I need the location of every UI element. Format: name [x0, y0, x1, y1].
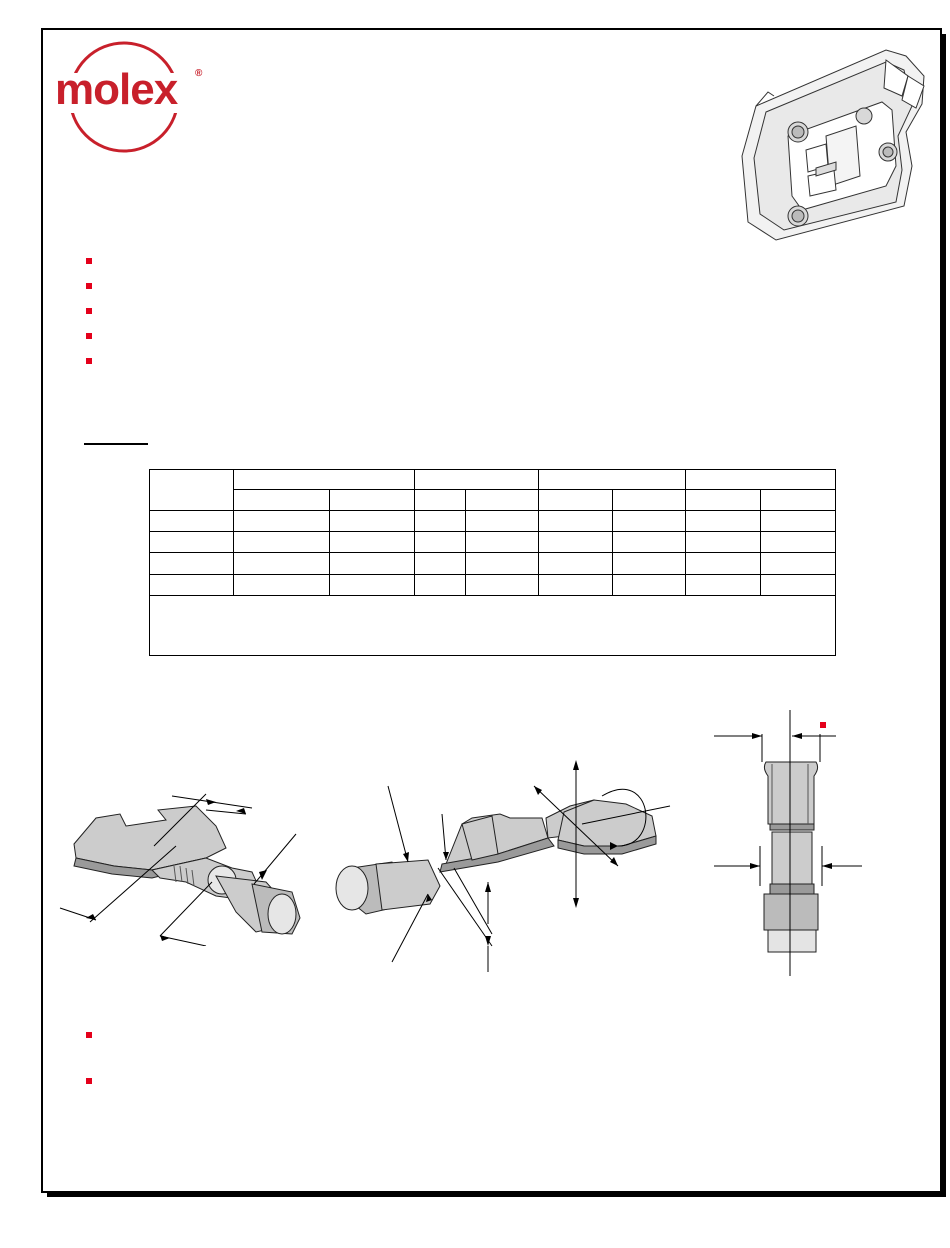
- table-cell: [233, 553, 329, 575]
- table-cell: [150, 511, 234, 532]
- table-cell: [613, 575, 686, 596]
- table-cell: [686, 532, 761, 553]
- feature-bullet-5: [86, 358, 92, 364]
- table-cell: [150, 575, 234, 596]
- table-subheader-cell: [539, 490, 613, 511]
- table-cell: [539, 553, 613, 575]
- table-cell: [539, 532, 613, 553]
- table-row: [150, 553, 836, 575]
- table-header-cell: [150, 470, 234, 511]
- note-bullet-1: [86, 1032, 92, 1038]
- table-cell: [329, 532, 414, 553]
- table-cell: [414, 575, 465, 596]
- table-subheader-cell: [465, 490, 539, 511]
- table-header-cell: [686, 470, 836, 490]
- table-row: [150, 575, 836, 596]
- table-subheader-cell: [761, 490, 836, 511]
- feature-bullet-4: [86, 333, 92, 339]
- table-cell: [761, 553, 836, 575]
- table-header-row-1: [150, 470, 836, 490]
- table-cell: [414, 553, 465, 575]
- table-cell: [613, 532, 686, 553]
- table-cell: [539, 511, 613, 532]
- table-cell: [414, 511, 465, 532]
- table-cell: [761, 511, 836, 532]
- table-header-row-2: [150, 490, 836, 511]
- table-cell: [761, 575, 836, 596]
- table-cell: [761, 532, 836, 553]
- table-cell: [233, 532, 329, 553]
- molex-logo: [54, 41, 212, 153]
- table-cell: [465, 575, 539, 596]
- top-view-marker: [820, 722, 826, 728]
- table-cell: [233, 511, 329, 532]
- crimped-terminal-left-illustration: [56, 786, 306, 946]
- table-cell: [613, 511, 686, 532]
- table-cell: [686, 511, 761, 532]
- table-header-cell: [539, 470, 686, 490]
- section-heading-underline: [84, 443, 148, 445]
- table-cell: [233, 575, 329, 596]
- table-cell: [150, 532, 234, 553]
- table-header-cell: [233, 470, 414, 490]
- terminal-top-view-illustration: [712, 704, 870, 980]
- table-row: [150, 532, 836, 553]
- table-subheader-cell: [329, 490, 414, 511]
- table-cell: [686, 553, 761, 575]
- table-cell: [150, 553, 234, 575]
- crimp-tool-illustration: [736, 46, 930, 242]
- table-cell: [329, 553, 414, 575]
- table-cell: [539, 575, 613, 596]
- table-note: [149, 594, 836, 656]
- table-cell: [465, 532, 539, 553]
- feature-bullet-3: [86, 308, 92, 314]
- table-subheader-cell: [613, 490, 686, 511]
- table-row: [150, 511, 836, 532]
- crimped-terminal-right-illustration: [322, 756, 672, 976]
- table-header-cell: [414, 470, 539, 490]
- feature-bullet-2: [86, 283, 92, 289]
- note-bullet-2: [86, 1078, 92, 1084]
- table-subheader-cell: [233, 490, 329, 511]
- table-cell: [329, 511, 414, 532]
- logo-wordmark: molex: [55, 65, 178, 114]
- table-cell: [414, 532, 465, 553]
- feature-bullet-1: [86, 258, 92, 264]
- table-cell: [465, 511, 539, 532]
- table-cell: [329, 575, 414, 596]
- table-cell: [686, 575, 761, 596]
- specification-table: [149, 469, 836, 596]
- table-cell: [465, 553, 539, 575]
- table-subheader-cell: [686, 490, 761, 511]
- table-cell: [613, 553, 686, 575]
- table-subheader-cell: [414, 490, 465, 511]
- logo-registered-mark: ®: [195, 68, 203, 79]
